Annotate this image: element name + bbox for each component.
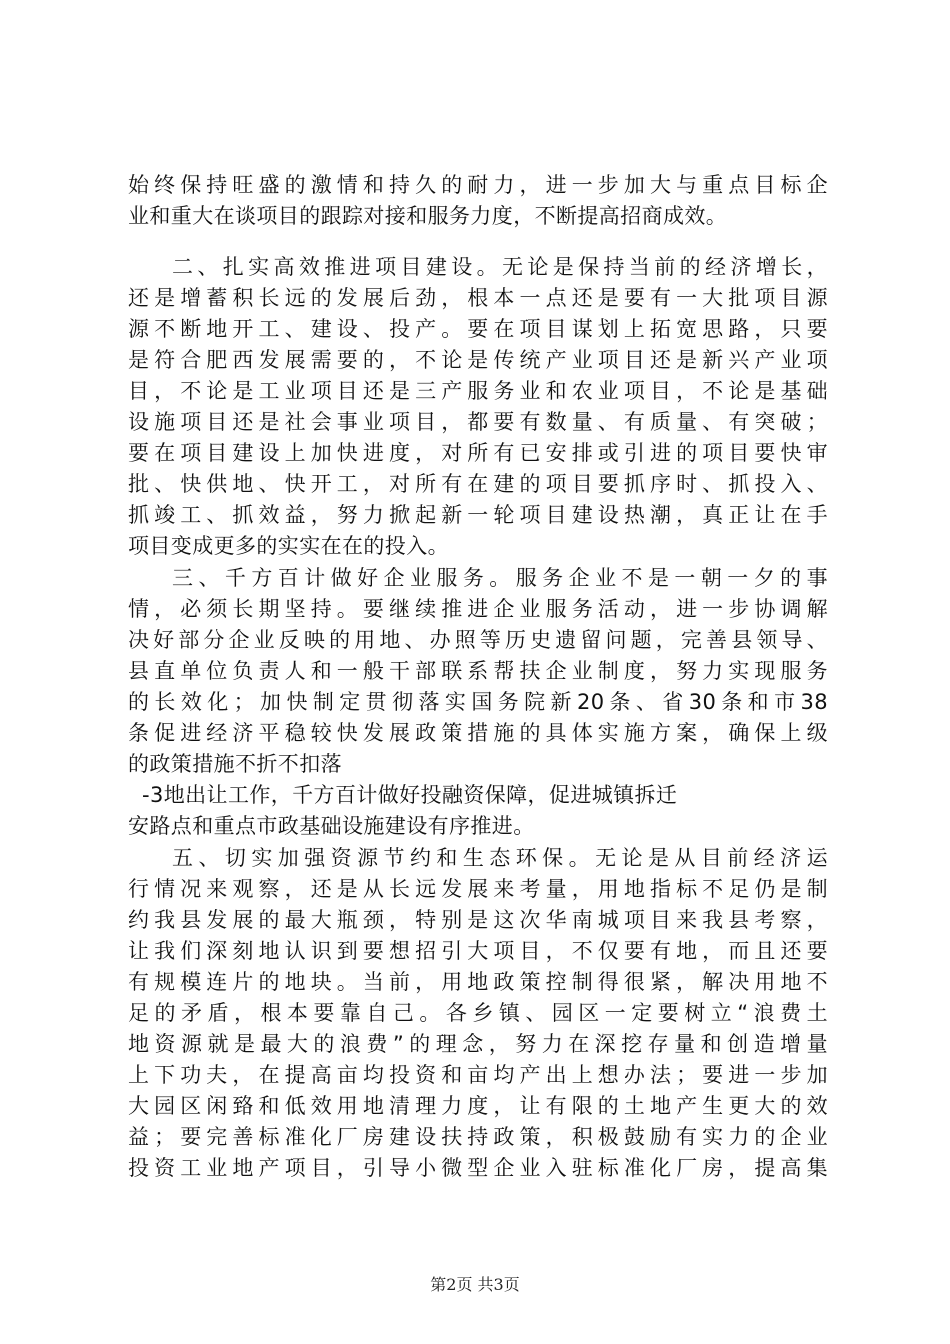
paragraph-4-line: -3地出让工作，千方百计做好投融资保障，促进城镇拆迁 [142,783,678,807]
paragraph-5-line: 行情况来观察，还是从长远发展来考量，用地指标不足仍是制 [128,877,828,901]
paragraph-5-line: 约我县发展的最大瓶颈，特别是这次华南城项目来我县考察， [128,908,828,932]
paragraph-2-line: 要在项目建设上加快进度，对所有已安排或引进的项目要快审 [128,441,828,465]
paragraph-5-line: 益；要完善标准化厂房建设扶持政策，积极鼓励有实力的企业 [128,1125,828,1149]
paragraph-5-line: 足的矛盾，根本要靠自己。各乡镇、园区一定要树立“浪费土 [128,1001,828,1025]
paragraph-5-line: 地资源就是最大的浪费”的理念，努力在深挖存量和创造增量 [128,1032,828,1056]
paragraph-5-line: 上下功夫，在提高亩均投资和亩均产出上想办法；要进一步加 [128,1063,828,1087]
paragraph-5 [128,843,828,1184]
paragraph-2-line: 批、快供地、快开工，对所有在建的项目要抓序时、抓投入、 [128,472,828,496]
paragraph-3-line: 的政策措施不折不扣落 [128,752,342,776]
paragraph-1-line: 业和重大在谈项目的跟踪对接和服务力度，不断提高招商成效。 [128,204,728,228]
paragraph-5-line: 投资工业地产项目，引导小微型企业入驻标准化厂房，提高集 [128,1156,828,1180]
paragraph-3-line: 条促进经济平稳较快发展政策措施的具体实施方案，确保上级 [128,721,828,745]
paragraph-1 [128,170,828,232]
paragraph-2-line: 设施项目还是社会事业项目，都要有数量、有质量、有突破； [128,410,828,434]
paragraph-2-line: 二、扎实高效推进项目建设。无论是保持当前的经济增长， [172,255,828,279]
paragraph-2-line: 是符合肥西发展需要的，不论是传统产业项目还是新兴产业项 [128,348,828,372]
paragraph-3-line: 的长效化；加快制定贯彻落实国务院新20条、省30条和市38 [128,690,828,714]
paragraph-2-line: 抓竣工、抓效益，努力掀起新一轮项目建设热潮，真正让在手 [128,503,828,527]
page-number-footer: 第2页 共3页 [430,1275,520,1294]
paragraph-2 [128,252,828,562]
paragraph-3-line: 情，必须长期坚持。要继续推进企业服务活动，进一步协调解 [128,597,828,621]
paragraph-4 [128,780,828,842]
paragraph-3-line: 决好部分企业反映的用地、办照等历史遗留问题，完善县领导、 [128,628,828,652]
paragraph-4-line: 安路点和重点市政基础设施建设有序推进。 [128,814,535,838]
paragraph-2-line: 还是增蓄积长远的发展后劲，根本一点还是要有一大批项目源 [128,286,828,310]
paragraph-1-line: 始终保持旺盛的激情和持久的耐力，进一步加大与重点目标企 [128,173,828,197]
paragraph-3 [128,563,828,780]
paragraph-3-line: 县直单位负责人和一般干部联系帮扶企业制度，努力实现服务 [128,659,828,683]
paragraph-2-line: 源不断地开工、建设、投产。要在项目谋划上拓宽思路，只要 [128,317,828,341]
paragraph-5-line: 大园区闲臵和低效用地清理力度，让有限的土地产生更大的效 [128,1094,828,1118]
paragraph-3-line: 三、千方百计做好企业服务。服务企业不是一朝一夕的事 [172,566,828,590]
paragraph-2-line: 目，不论是工业项目还是三产服务业和农业项目，不论是基础 [128,379,828,403]
paragraph-5-line: 有规模连片的地块。当前，用地政策控制得很紧，解决用地不 [128,970,828,994]
paragraph-5-line: 五、切实加强资源节约和生态环保。无论是从目前经济运 [172,846,828,870]
paragraph-5-line: 让我们深刻地认识到要想招引大项目，不仅要有地，而且还要 [128,939,828,963]
paragraph-2-line: 项目变成更多的实实在在的投入。 [128,534,449,558]
